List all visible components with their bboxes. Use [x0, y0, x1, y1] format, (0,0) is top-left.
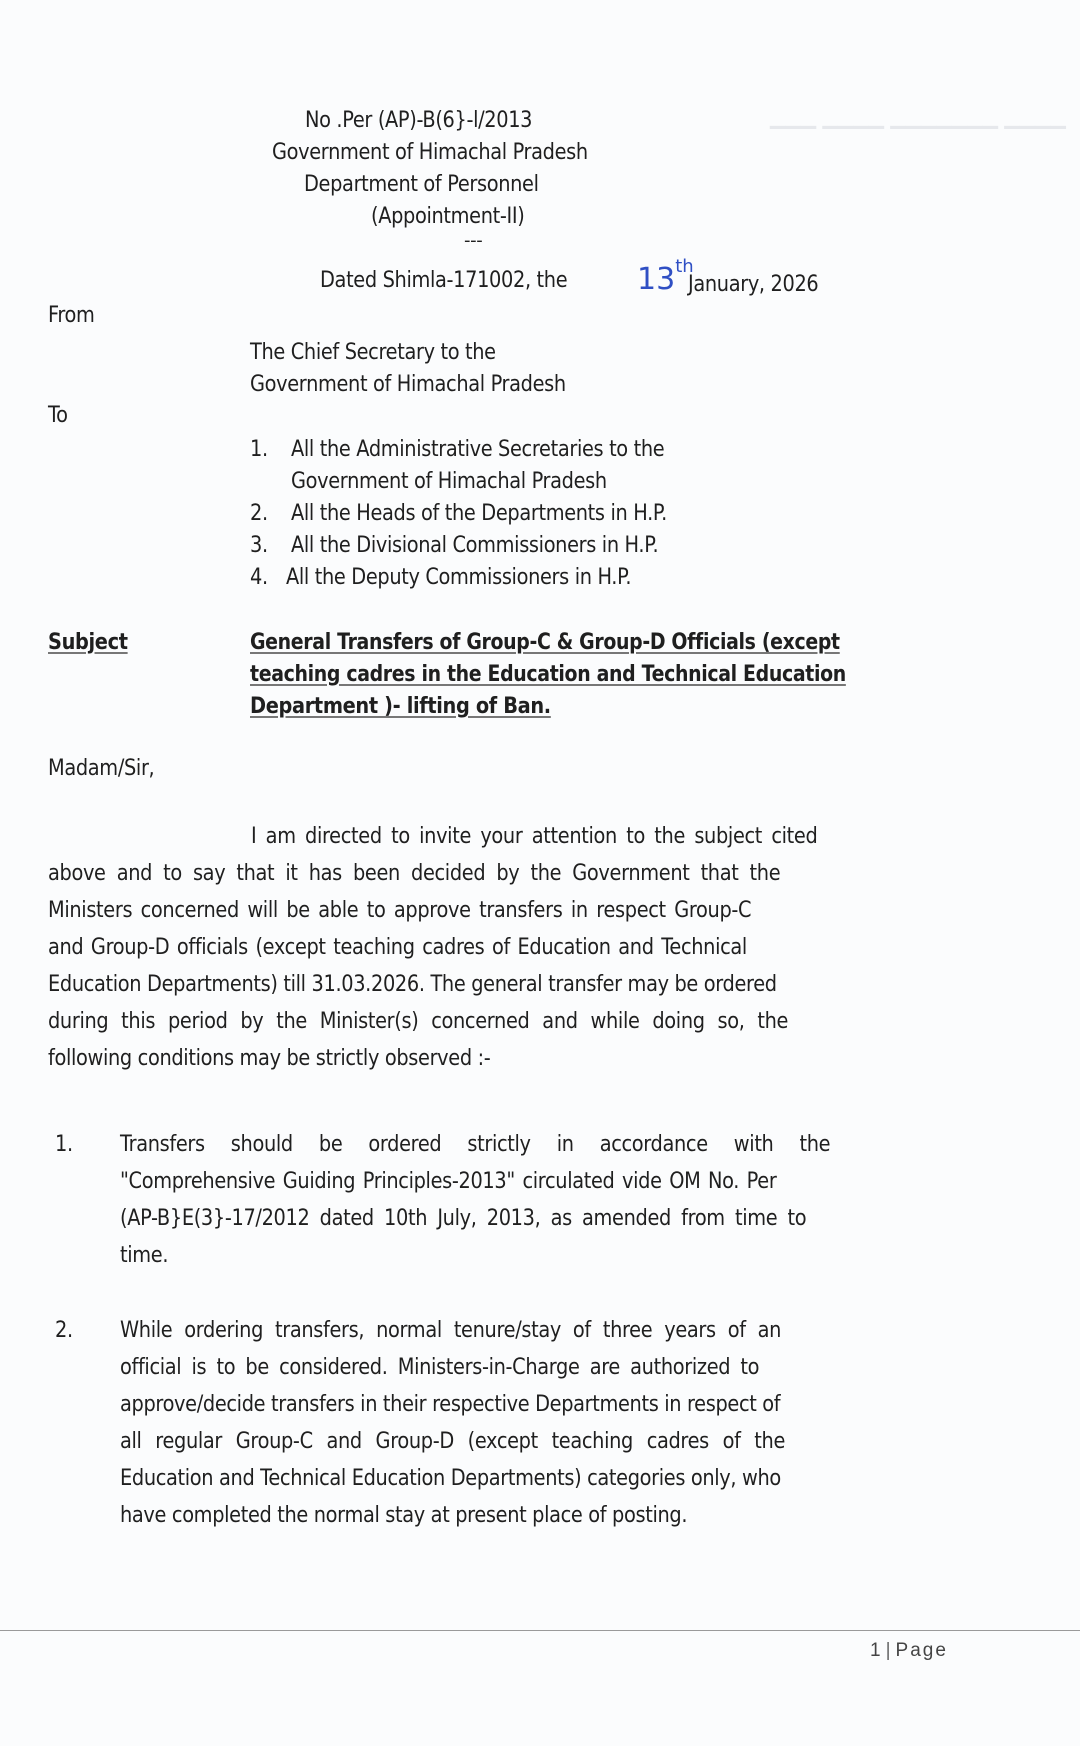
condition-2-line-3: approve/decide transfers in their respective Departments in respect of: [120, 1392, 781, 1417]
salutation: Madam/Sir,: [48, 756, 155, 781]
condition-1-line-2: "Comprehensive Guiding Principles-2013" circulated vide OM No. Per: [120, 1169, 777, 1194]
footer-divider: [0, 1630, 1080, 1631]
section-name: (Appointment-II): [371, 204, 525, 229]
recipient-2-num: 2.: [250, 501, 268, 526]
recipient-1-num: 1.: [250, 437, 268, 462]
subject-line-1: [250, 630, 975, 656]
body-line-1: I am directed to invite your attention to the subject cited: [251, 824, 818, 849]
from-line-2: Government of Himachal Pradesh: [250, 372, 566, 397]
condition-1-line-3: (AP-B}E(3}-17/2012 dated 10th July, 2013, as amended from time to: [120, 1206, 807, 1231]
dated-line: [320, 268, 601, 294]
condition-2-line-4: all regular Group-C and Group-D (except teaching cadres of the: [120, 1429, 786, 1454]
condition-2-line-2: official is to be considered. Ministers-in-Charge are authorized to: [120, 1355, 760, 1380]
body-line-3: Ministers concerned will be able to approve transfers in respect Group-C: [48, 898, 752, 923]
condition-2-line-5: Education and Technical Education Departments) categories only, who: [120, 1466, 781, 1491]
from-label: From: [48, 303, 95, 328]
subject-line-2: [250, 662, 975, 688]
dated-suffix: January, 2026: [688, 272, 819, 297]
page-number: 1: [870, 1640, 883, 1661]
body-line-2: above and to say that it has been decided by the Government that the: [48, 861, 781, 886]
handwritten-day-suffix: th: [675, 256, 694, 277]
condition-2-num: 2.: [55, 1318, 73, 1343]
header-separator: ---: [464, 230, 483, 251]
dated-prefix: Dated Shimla-171002, the: [320, 268, 568, 293]
body-line-7: following conditions may be strictly observed :-: [48, 1046, 491, 1071]
department-name: Department of Personnel: [304, 172, 539, 197]
condition-2-line-1: While ordering transfers, normal tenure/stay of three years of an: [120, 1318, 782, 1343]
bleed-through-text: ▁▁▁ ▁▁▁▁ ▁▁▁▁▁▁▁ ▁▁▁▁: [770, 105, 1066, 129]
subject-label: Subject: [48, 630, 128, 655]
body-line-4: and Group-D officials (except teaching cadres of Education and Technical: [48, 935, 747, 960]
subject-text: General Transfers of Group-C & Group-D Officials (except: [250, 630, 840, 655]
subject-text: teaching cadres in the Education and Technical Education: [250, 662, 846, 687]
recipient-4-num: 4.: [250, 565, 268, 590]
condition-2-line-6: have completed the normal stay at present place of posting.: [120, 1503, 688, 1528]
file-number: No .Per (AP)-B(6}-l/2013: [305, 108, 533, 133]
handwritten-day: 13: [637, 262, 676, 297]
recipient-4-line-1: All the Deputy Commissioners in H.P.: [286, 565, 632, 590]
body-line-5: Education Departments) till 31.03.2026. The general transfer may be ordered: [48, 972, 777, 997]
condition-1-num: 1.: [55, 1132, 73, 1157]
recipient-1-line-2: Government of Himachal Pradesh: [291, 469, 607, 494]
handwritten-date: [637, 256, 694, 297]
to-label: To: [48, 403, 68, 428]
recipient-3-line-1: All the Divisional Commissioners in H.P.: [291, 533, 659, 558]
recipient-2-line-1: All the Heads of the Departments in H.P.: [291, 501, 667, 526]
page-footer: [870, 1640, 948, 1662]
government-name: Government of Himachal Pradesh: [272, 140, 588, 165]
condition-1-line-4: time.: [120, 1243, 169, 1268]
from-line-1: The Chief Secretary to the: [250, 340, 496, 365]
page-separator: |: [885, 1640, 893, 1661]
recipient-3-num: 3.: [250, 533, 268, 558]
recipient-1-line-1: All the Administrative Secretaries to the: [291, 437, 665, 462]
page-label: Page: [895, 1640, 948, 1661]
condition-1-line-1: Transfers should be ordered strictly in accordance with the: [120, 1132, 831, 1157]
subject-line-3: Department )- lifting of Ban.: [250, 694, 551, 719]
body-line-6: during this period by the Minister(s) concerned and while doing so, the: [48, 1009, 789, 1034]
